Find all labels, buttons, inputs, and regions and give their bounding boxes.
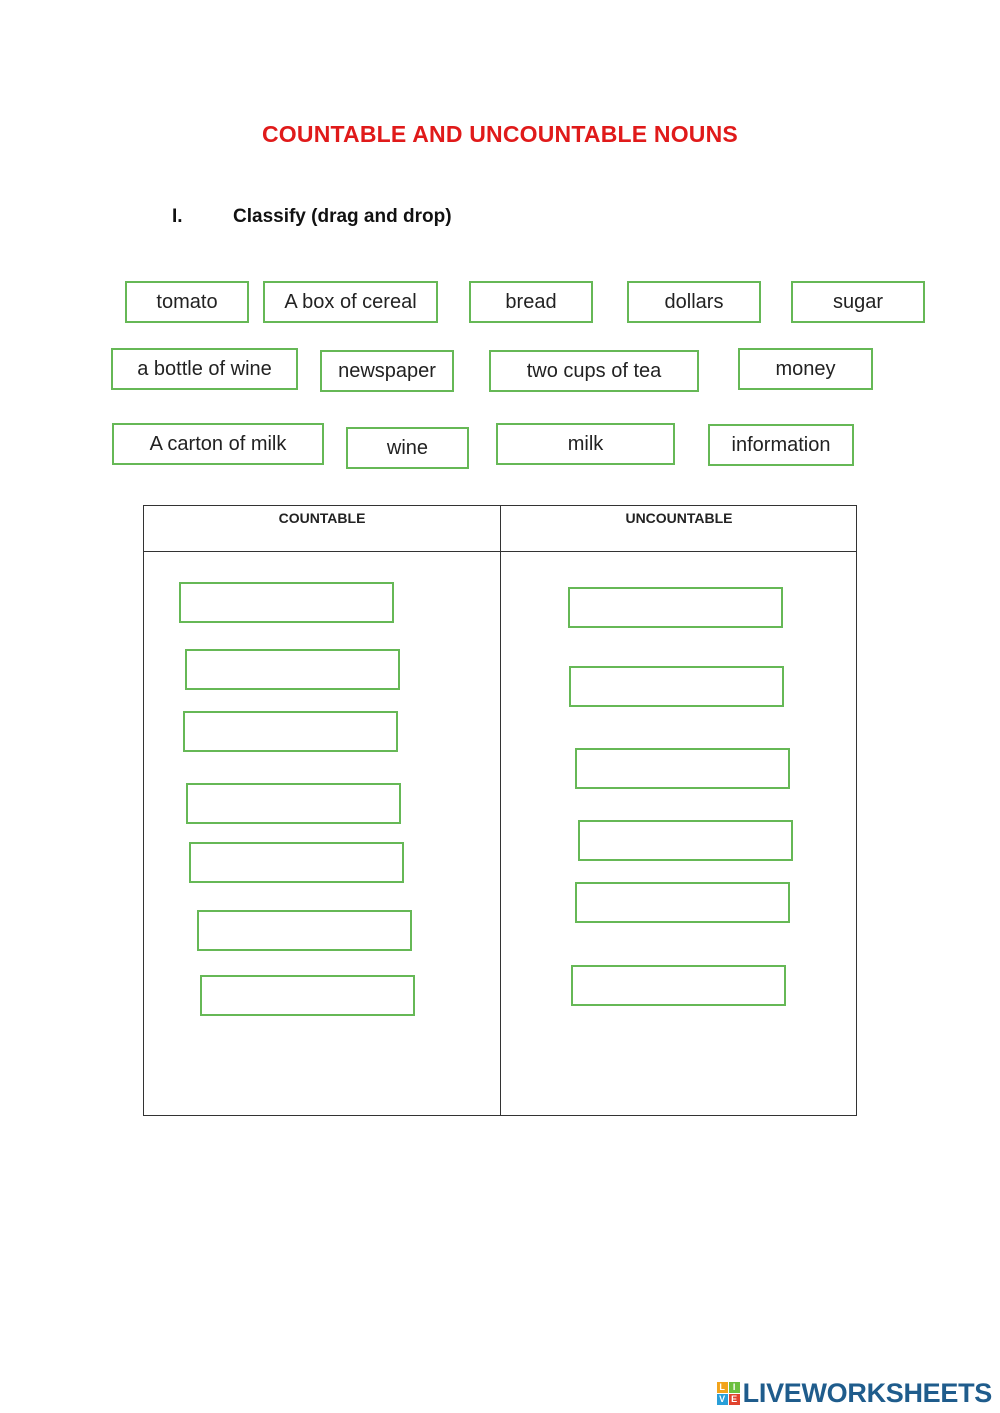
word-chip-bottle-of-wine[interactable]: a bottle of wine [111,348,298,390]
word-chip-box-of-cereal[interactable]: A box of cereal [263,281,438,323]
word-chip-carton-of-milk[interactable]: A carton of milk [112,423,324,465]
word-chip-information[interactable]: information [708,424,854,466]
liveworksheets-logo [717,1376,992,1410]
uncountable-header: UNCOUNTABLE [625,510,733,526]
logo-blocks-icon: L I V E [717,1382,740,1405]
column-divider [500,506,501,1115]
word-chip-dollars[interactable]: dollars [627,281,761,323]
header-divider [144,551,856,552]
word-chip-sugar[interactable]: sugar [791,281,925,323]
section-title: Classify (drag and drop) [233,206,452,227]
countable-drop-zone[interactable] [179,582,394,623]
countable-drop-zone[interactable] [189,842,404,883]
section-number: I. [172,206,183,227]
word-chip-milk[interactable]: milk [496,423,675,465]
uncountable-drop-zone[interactable] [568,587,783,628]
countable-drop-zone[interactable] [186,783,401,824]
countable-drop-zone[interactable] [197,910,412,951]
countable-drop-zone[interactable] [183,711,398,752]
word-chip-wine[interactable]: wine [346,427,469,469]
uncountable-drop-zone[interactable] [571,965,786,1006]
word-chip-tomato[interactable]: tomato [125,281,249,323]
uncountable-drop-zone[interactable] [575,748,790,789]
brand-name: LIVEWORKSHEETS [742,1377,992,1408]
countable-drop-zone[interactable] [185,649,400,690]
uncountable-drop-zone[interactable] [575,882,790,923]
uncountable-drop-zone[interactable] [578,820,793,861]
page-title: COUNTABLE AND UNCOUNTABLE NOUNS [262,121,738,147]
word-chip-newspaper[interactable]: newspaper [320,350,454,392]
countable-header: COUNTABLE [278,510,366,526]
word-chip-money[interactable]: money [738,348,873,390]
uncountable-drop-zone[interactable] [569,666,784,707]
countable-drop-zone[interactable] [200,975,415,1016]
word-chip-two-cups-of-tea[interactable]: two cups of tea [489,350,699,392]
word-chip-bread[interactable]: bread [469,281,593,323]
